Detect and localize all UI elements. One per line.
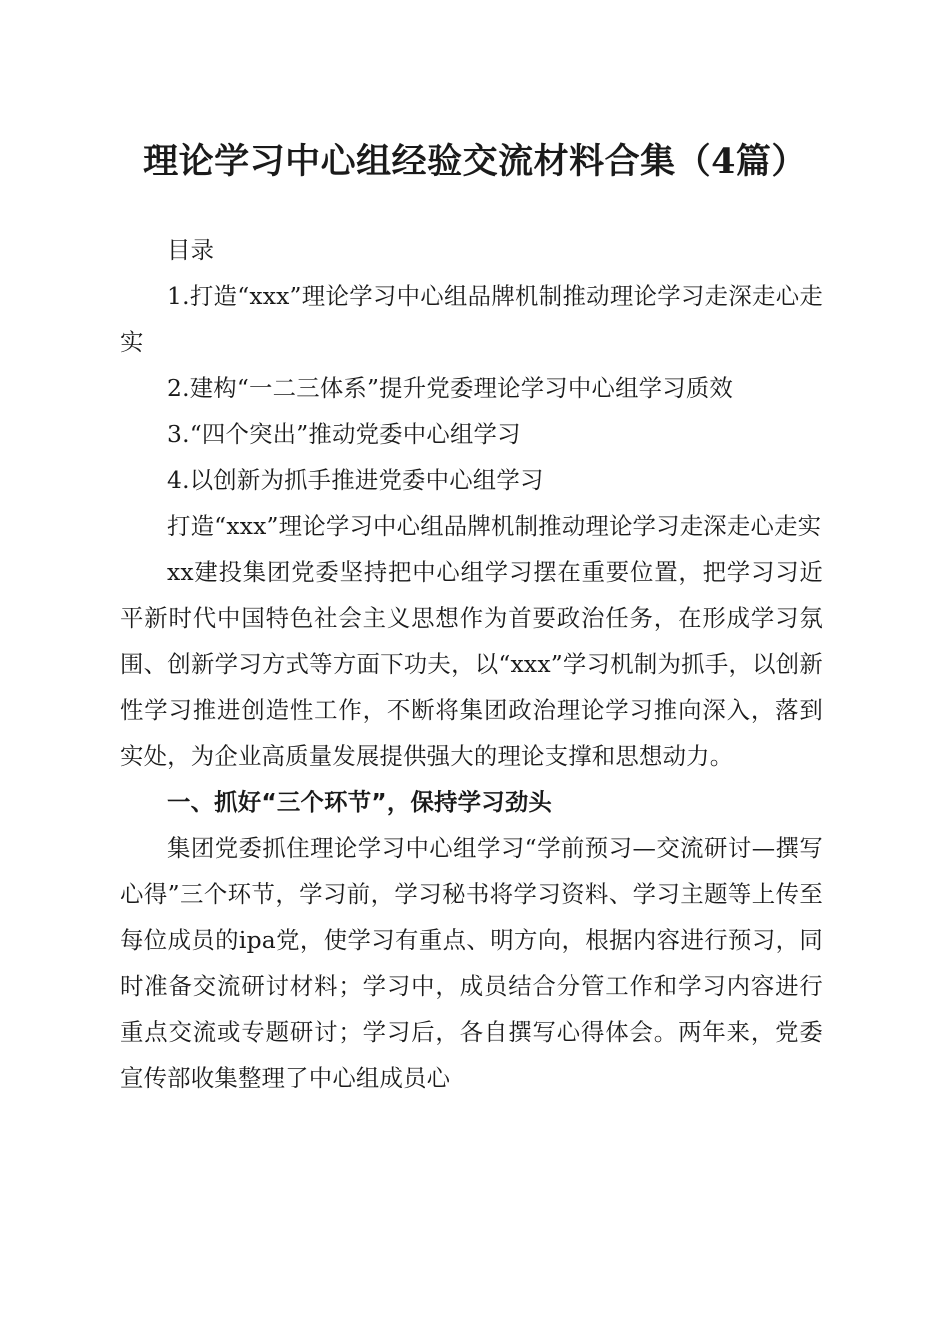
toc-item-1: 1.打造“xxx”理论学习中心组品牌机制推动理论学习走深走心走实 <box>120 282 823 356</box>
toc-item-2: 2.建构“一二三体系”提升党委理论学习中心组学习质效 <box>167 374 734 402</box>
intro-paragraph: xx建投集团党委坚持把中心组学习摆在重要位置，把学习习近平新时代中国特色社会主义思想作为首要政治任务，在形成学习氛围、创新学习方式等方面下功夫，以“xxx”学习机制为抓手，以创新性学习推进创造性工作，不断将集团政治理论学习推向深入，落到实处，为企业高质量发展提供强大的理论支撑和思想动力。 <box>120 558 823 770</box>
section-1-paragraph: 集团党委抓住理论学习中心组学习“学前预习—交流研讨—撰写心得”三个环节，学习前，学习秘书将学习资料、学习主题等上传至每位成员的ipa党，使学习有重点、明方向，根据内容进行预习，同时准备交流研讨材料；学习中，成员结合分管工作和学习内容进行重点交流或专题研讨；学习后，各自撰写心得体会。两年来，党委宣传部收集整理了中心组成员心 <box>120 834 823 1092</box>
article-title: 打造“xxx”理论学习中心组品牌机制推动理论学习走深走心走实 <box>167 512 822 540</box>
toc-item-4: 4.以创新为抓手推进党委中心组学习 <box>167 466 544 494</box>
section-1-heading: 一、抓好“三个环节”，保持学习劲头 <box>167 788 553 816</box>
document-body <box>120 227 823 1101</box>
toc-item-3: 3.“四个突出”推动党委中心组学习 <box>167 420 521 448</box>
toc-label: 目录 <box>167 236 215 264</box>
document-title: 理论学习中心组经验交流材料合集（4篇） <box>143 141 807 182</box>
